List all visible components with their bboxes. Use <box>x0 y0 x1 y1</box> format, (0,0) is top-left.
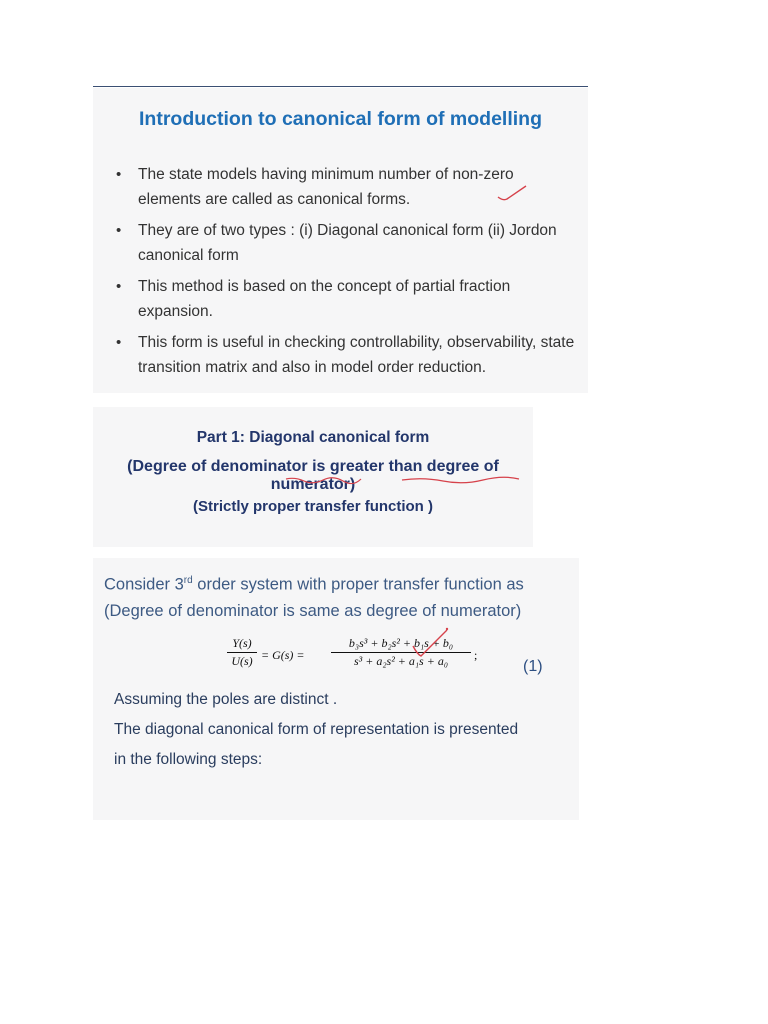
checkmark-annotation-icon <box>496 184 528 204</box>
explanation-line: Assuming the poles are distinct . <box>114 691 338 708</box>
bullet-text: This method is based on the concept of partial fraction expansion. <box>138 278 511 320</box>
top-rule <box>93 86 588 87</box>
equation-tail: ; <box>474 648 478 662</box>
degree-text: (Degree of denominator <box>127 458 313 475</box>
ordinal-superscript: rd <box>183 575 193 586</box>
bullet-text: The state models having minimum number of non-zero elements are called as canonical forms. <box>138 166 514 208</box>
intro-text: Consider 3 <box>104 575 184 594</box>
equation-number: (1) <box>523 658 543 675</box>
rhs-denominator: s³ + a₂s² + a₁s + a₀ <box>353 654 448 668</box>
lhs-denominator: U(s) <box>231 654 253 668</box>
explanation-lines <box>114 685 564 775</box>
explanation-line: The diagonal canonical form of representation is presented <box>114 721 519 738</box>
checkmark-annotation-icon <box>411 626 451 660</box>
degree-text-underlined: degree of numerator <box>270 458 499 493</box>
transfer-function-equation <box>227 636 497 682</box>
lhs-fraction <box>227 636 257 669</box>
lhs-numerator: Y(s) <box>232 636 252 650</box>
bullet-dot-icon: • <box>116 166 122 183</box>
bullet-dot-icon: • <box>116 278 122 295</box>
bullet-dot-icon: • <box>116 334 122 351</box>
strictly-proper-note: (Strictly proper transfer function ) <box>192 498 434 515</box>
slide-third-order <box>93 558 579 820</box>
rhs-numerator: b₃s³ + b₂s² + b₁s + b₀ <box>348 636 454 650</box>
explanation-line: in the following steps: <box>114 751 263 768</box>
degree-text: ) <box>349 476 356 493</box>
slide-part1-heading <box>93 407 533 547</box>
bullet-text: This form is useful in checking controllability, observability, state transition matrix and also in model order reduction. <box>138 334 575 376</box>
bullet-item <box>115 274 575 324</box>
part1-title: Part 1: Diagonal canonical form <box>196 429 430 446</box>
slide-introduction <box>93 88 588 393</box>
intro-paragraph <box>104 568 574 624</box>
equals-g-of-s: = G(s) = <box>261 648 305 662</box>
bullet-item <box>115 330 575 380</box>
bullet-text: They are of two types : (i) Diagonal canonical form (ii) Jordon canonical form <box>138 222 557 264</box>
bullet-item <box>115 218 575 268</box>
red-underline-annotations <box>93 407 533 547</box>
bullet-dot-icon: • <box>116 222 122 239</box>
slide-title: Introduction to canonical form of modelling <box>139 108 542 130</box>
degree-text: than <box>384 458 427 475</box>
degree-text-underlined: is greater <box>312 458 385 475</box>
intro-text: order system with proper transfer function as (Degree of denominator is same as degree of numerator) <box>104 575 524 620</box>
